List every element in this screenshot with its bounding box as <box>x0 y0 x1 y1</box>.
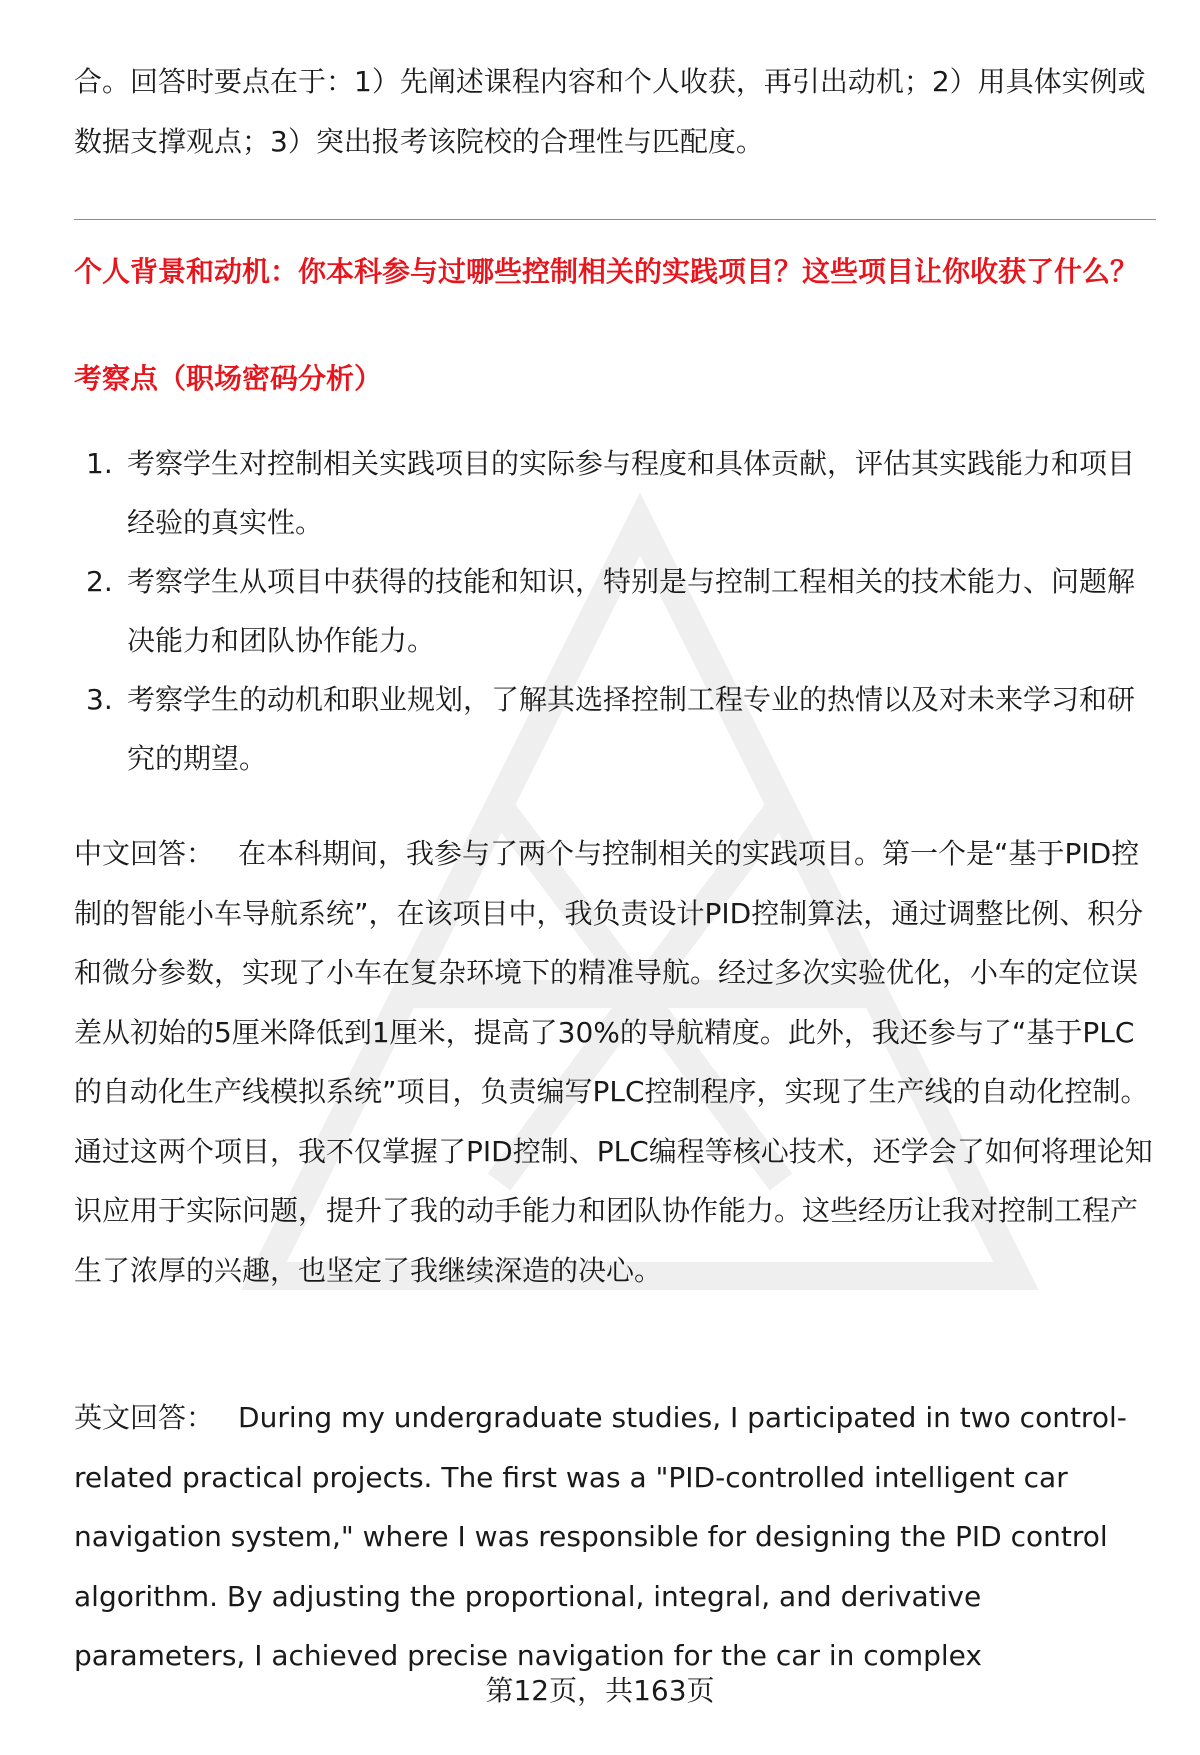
page-number: 第12页，共163页 <box>485 1674 715 1707</box>
point-number: 3. <box>86 683 113 716</box>
chinese-answer-label: 中文回答： <box>74 837 215 870</box>
point-text: 考察学生对控制相关实践项目的实际参与程度和具体贡献，评估其实践能力和项目经验的真实性。 <box>127 447 1136 539</box>
focus-heading: 考察点（职场密码分析） <box>74 362 383 395</box>
point-number: 1. <box>86 447 113 480</box>
intro-paragraph: 合。回答时要点在于：1）先阐述课程内容和个人收获，再引出动机；2）用具体实例或数据支撑观点；3）突出报考该院校的合理性与匹配度。 <box>74 65 1146 158</box>
question-heading: 个人背景和动机：你本科参与过哪些控制相关的实践项目？这些项目让你收获了什么？ <box>74 255 1139 288</box>
english-answer-label: 英文回答： <box>74 1401 215 1434</box>
english-answer <box>74 1388 1154 1686</box>
chinese-answer <box>74 824 1162 1300</box>
point-text: 考察学生的动机和职业规划，了解其选择控制工程专业的热情以及对未来学习和研究的期望。 <box>127 683 1136 775</box>
section-divider <box>74 219 1156 220</box>
point-text: 考察学生从项目中获得的技能和知识，特别是与控制工程相关的技术能力、问题解决能力和团队协作能力。 <box>127 565 1136 657</box>
focus-point <box>74 434 1162 552</box>
focus-point <box>74 670 1162 788</box>
focus-point <box>74 552 1162 670</box>
chinese-answer-text: 在本科期间，我参与了两个与控制相关的实践项目。第一个是“基于PID控制的智能小车导航系统”，在该项目中，我负责设计PID控制算法，通过调整比例、积分和微分参数，实现了小车在复杂环境下的精准导航。经过多次实验优化，小车的定位误差从初始的5厘米降低到1厘米，提高了30%的导航精度。此外，我还参与了“基于PLC的自动化生产线模拟系统”项目，负责编写PLC控制程序，实现了生产线的自动化控制。通过这两个项目，我不仅掌握了PID控制、PLC编程等核心技术，还学会了如何将理论知识应用于实际问题，提升了我的动手能力和团队协作能力。这些经历让我对控制工程产生了浓厚的兴趣，也坚定了我继续深造的决心。 <box>74 837 1153 1287</box>
focus-point-list <box>74 434 1162 788</box>
english-answer-text: During my undergraduate studies, I participated in two control-related practical projects. The first was a "PID-controlled intelligent car navigation system," where I was responsible for designing the PID control algorithm. By adjusting the proportional, integral, and derivative parameters, I achieved precise navigation for the car in complex <box>74 1401 1127 1672</box>
point-number: 2. <box>86 565 113 598</box>
